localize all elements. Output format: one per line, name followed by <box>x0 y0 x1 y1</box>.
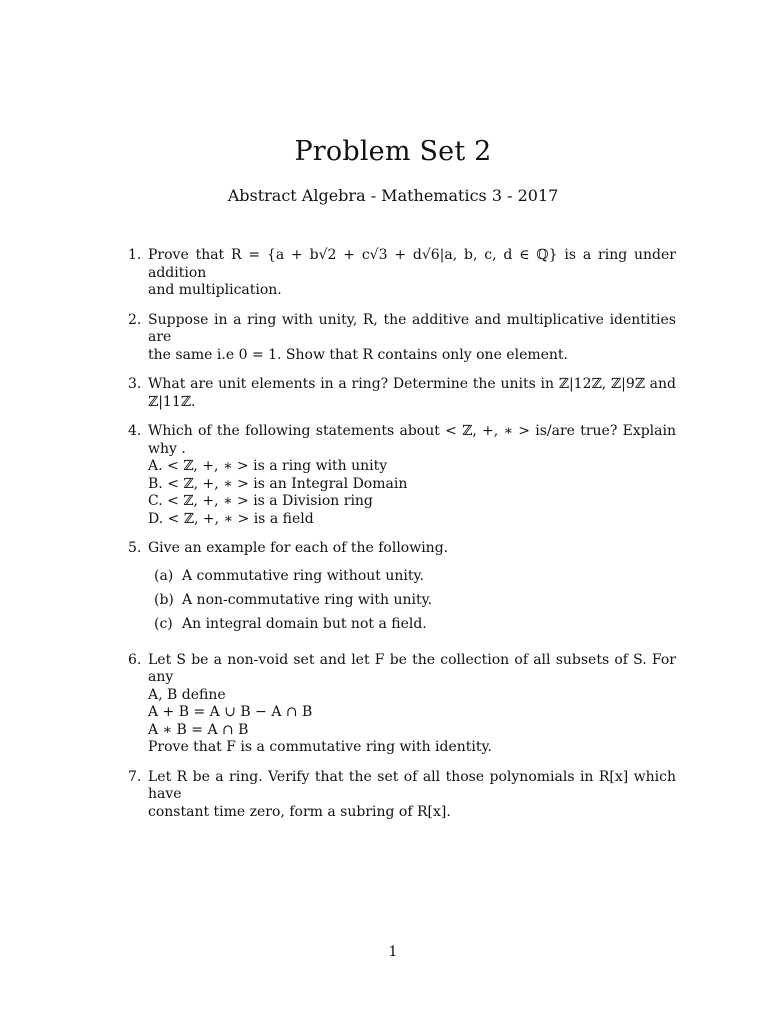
page-subtitle: Abstract Algebra - Mathematics 3 - 2017 <box>227 186 559 205</box>
problem-text <box>148 652 676 757</box>
problem-line: Give an example for each of the following. <box>148 540 449 556</box>
sub-question-text: A commutative ring without unity. <box>182 567 424 584</box>
problem-line: and multiplication. <box>148 282 282 298</box>
sub-question-list <box>154 568 676 634</box>
problem-line: Let S be a non-void set and let F be the collection of all subsets of S. For any <box>148 651 676 685</box>
problem-number: 4. <box>128 423 142 439</box>
problem-line: Suppose in a ring with unity, R, the additive and multiplicative identities are <box>148 311 676 345</box>
sub-question-label: (a) <box>154 567 174 584</box>
problem-3 <box>128 376 676 411</box>
sub-question-label: (b) <box>154 591 174 608</box>
sub-question-text: A non-commutative ring with unity. <box>182 591 433 608</box>
statement-b: B. < ℤ, +, ∗ > is an Integral Domain <box>148 475 408 492</box>
problem-text <box>148 247 676 300</box>
problem-line: Which of the following statements about < ℤ, +, ∗ > is/are true? Explain why . <box>148 423 676 457</box>
problem-line: What are unit elements in a ring? Determine the units in ℤ|12ℤ, ℤ|9ℤ and ℤ|11ℤ. <box>148 376 676 410</box>
problem-5 <box>128 540 676 640</box>
problem-text <box>148 769 676 822</box>
problem-line: Prove that R = {a + b√2 + c√3 + d√6|a, b, c, d ∈ ℚ} is a ring under addition <box>148 247 676 281</box>
problem-line: Let R be a ring. Verify that the set of all those polynomials in R[x] which have <box>148 768 676 802</box>
problem-number: 7. <box>128 768 142 785</box>
sub-question-c <box>154 616 676 634</box>
problem-2 <box>128 312 676 365</box>
problem-list <box>128 247 676 833</box>
problem-number: 5. <box>128 540 142 556</box>
statement-a: A. < ℤ, +, ∗ > is a ring with unity <box>148 458 388 474</box>
problem-text <box>148 376 676 411</box>
sub-question-label: (c) <box>154 615 173 632</box>
definition-sum: A + B = A ∪ B − A ∩ B <box>148 704 313 720</box>
problem-line: constant time zero, form a subring of R[x]. <box>148 803 451 820</box>
sub-question-text: An integral domain but not a field. <box>182 615 427 632</box>
problem-line: the same i.e 0 = 1. Show that R contains only one element. <box>148 346 569 363</box>
problem-text <box>148 540 676 640</box>
problem-number: 6. <box>128 651 142 668</box>
statement-d: D. < ℤ, +, ∗ > is a field <box>148 510 314 527</box>
definition-product: A ∗ B = A ∩ B <box>148 721 249 738</box>
sub-question-b <box>154 592 676 610</box>
sub-question-a <box>154 568 676 586</box>
problem-6 <box>128 652 676 757</box>
problem-1 <box>128 247 676 300</box>
page-title: Problem Set 2 <box>294 136 492 167</box>
problem-7 <box>128 769 676 822</box>
problem-number: 3. <box>128 376 142 392</box>
problem-text <box>148 312 676 365</box>
problem-line: A, B define <box>148 686 226 703</box>
statement-c: C. < ℤ, +, ∗ > is a Division ring <box>148 493 373 509</box>
problem-number: 2. <box>128 311 142 328</box>
problem-line: Prove that F is a commutative ring with identity. <box>148 739 493 755</box>
problem-number: 1. <box>128 247 142 263</box>
page-number: 1 <box>388 944 398 960</box>
problem-text <box>148 423 676 528</box>
problem-4 <box>128 423 676 528</box>
